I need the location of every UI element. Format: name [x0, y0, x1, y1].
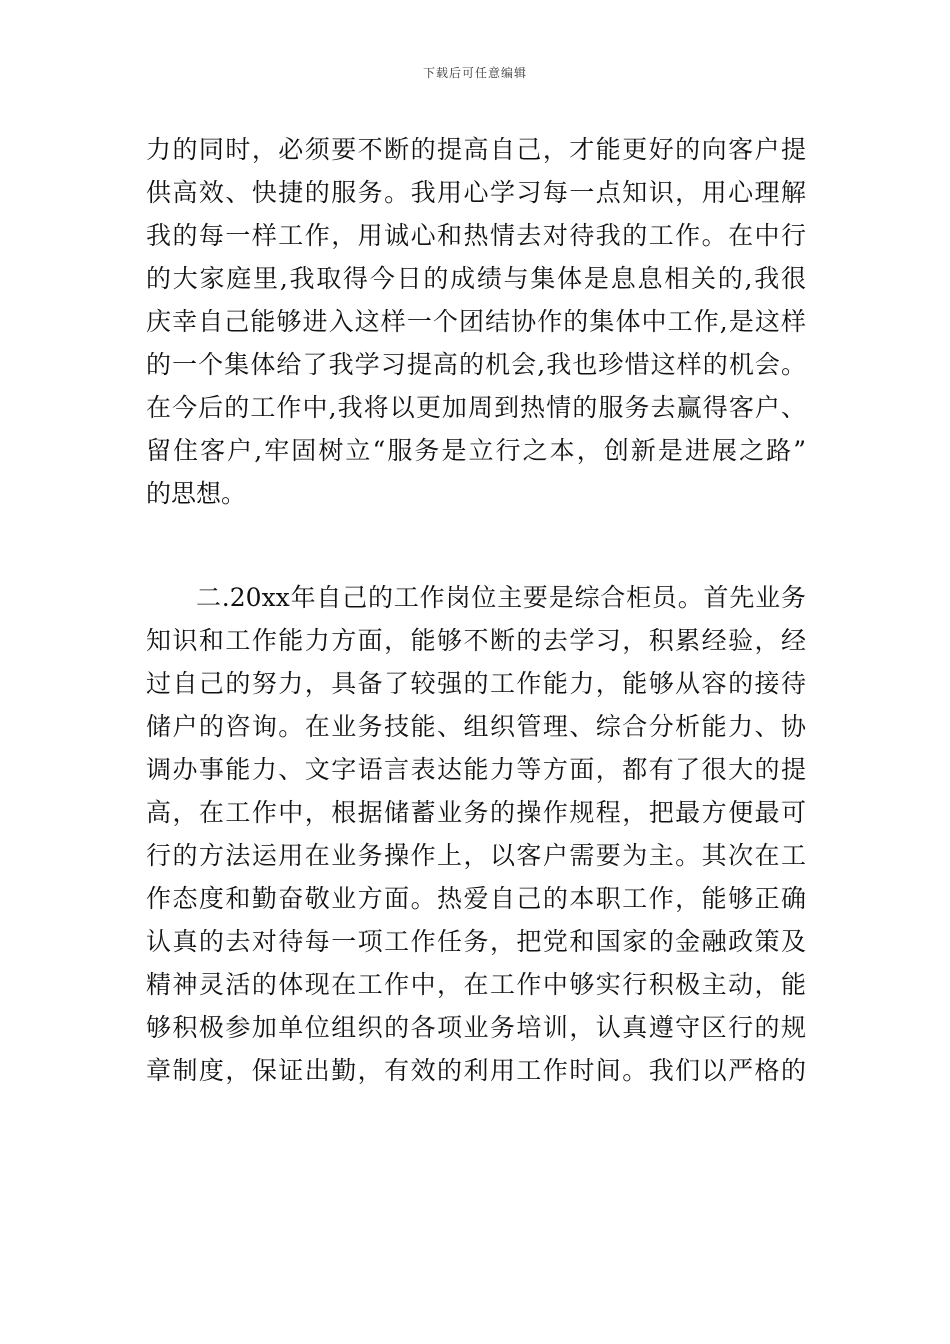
text-line: 够积极参加单位组织的各项业务培训，认真遵守区行的规	[146, 1013, 806, 1042]
text-line: 行的方法运用在业务操作上，以客户需要为主。其次在工	[146, 841, 806, 870]
document-body	[146, 128, 806, 1092]
text-line: 二.20xx年自己的工作岗位主要是综合柜员。首先业务	[196, 583, 806, 612]
text-line: 的思想。	[146, 479, 247, 508]
page-header: 下载后可任意编辑	[422, 66, 527, 80]
text-line: 留住客户,牢固树立“服务是立行之本，创新是进展之路”	[146, 436, 806, 465]
text-line: 在今后的工作中,我将以更加周到热情的服务去赢得客户、	[146, 393, 806, 422]
text-line: 知识和工作能力方面，能够不断的去学习，积累经验，经	[146, 626, 806, 655]
text-line: 精神灵活的体现在工作中，在工作中够实行积极主动，能	[146, 970, 806, 999]
text-line: 高，在工作中，根据储蓄业务的操作规程，把最方便最可	[146, 798, 806, 827]
text-line: 的大家庭里,我取得今日的成绩与集体是息息相关的,我很	[146, 264, 806, 293]
text-line: 的一个集体给了我学习提高的机会,我也珍惜这样的机会。	[146, 350, 806, 379]
text-line: 作态度和勤奋敬业方面。热爱自己的本职工作，能够正确	[146, 884, 806, 913]
text-line: 过自己的努力，具备了较强的工作能力，能够从容的接待	[146, 669, 806, 698]
text-line: 我的每一样工作，用诚心和热情去对待我的工作。在中行	[146, 221, 806, 250]
paragraph-2	[146, 576, 806, 1092]
paragraph-spacer	[146, 515, 806, 576]
text-line: 储户的咨询。在业务技能、组织管理、综合分析能力、协	[146, 712, 806, 741]
text-line: 供高效、快捷的服务。我用心学习每一点知识，用心理解	[146, 178, 806, 207]
text-line: 力的同时，必须要不断的提高自己，才能更好的向客户提	[146, 135, 806, 164]
text-line: 调办事能力、文字语言表达能力等方面，都有了很大的提	[146, 755, 806, 784]
paragraph-1	[146, 128, 806, 515]
text-line: 章制度，保证出勤，有效的利用工作时间。我们以严格的	[146, 1056, 806, 1085]
text-line: 庆幸自己能够进入这样一个团结协作的集体中工作,是这样	[146, 307, 806, 336]
text-line: 认真的去对待每一项工作任务，把党和国家的金融政策及	[146, 927, 806, 956]
